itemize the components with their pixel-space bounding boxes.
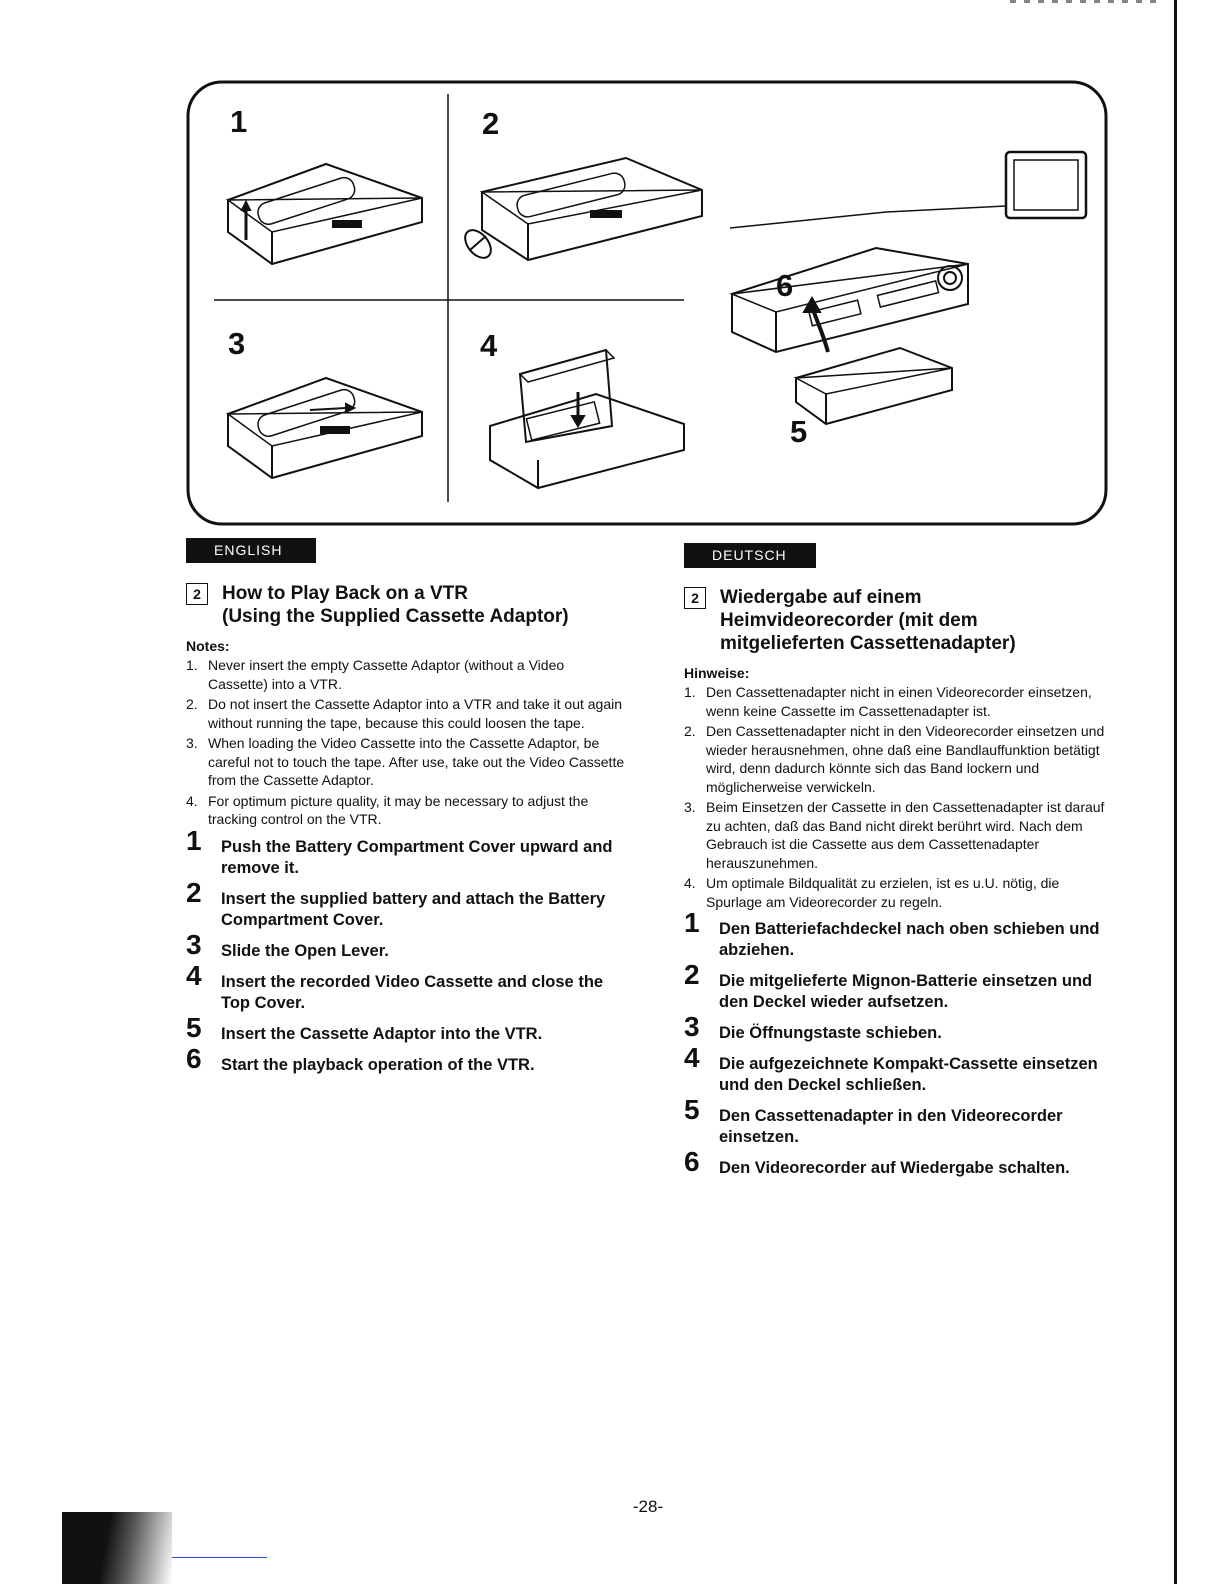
deutsch-step-4: 4 Die aufgezeichnete Kompakt-Cassette einsetzen und den Deckel schließen. [684,1042,1098,1094]
page-number: -28- [632,1497,664,1516]
deutsch-step-2: 2 Die mitgelieferte Mignon-Batterie einsetzen und den Deckel wieder aufsetzen. [684,959,1093,1011]
deutsch-step-6: 6 Den Videorecorder auf Wiedergabe schalten. [684,1146,1070,1177]
scan-artifact-line [172,1557,267,1558]
english-note-2: 2. Do not insert the Cassette Adaptor into a VTR and take it out again without running the tape, because this could loosen the tape. [186,696,623,731]
figure-step-3: 3 [228,326,246,361]
english-steps [186,824,626,1076]
english-step-3: 3 Slide the Open Lever. [186,928,389,960]
english-column [186,582,626,1086]
deutsch-step-3: 3 Die Öffnungstaste schieben. [684,1011,942,1042]
scan-artifact [62,1512,172,1584]
deutsch-steps [684,907,1114,1179]
english-title-line-2: (Using the Supplied Cassette Adaptor) [222,606,569,627]
deutsch-step-1: 1 Den Batteriefachdeckel nach oben schieben und abziehen. [684,907,1100,959]
scan-marks [1010,0,1160,3]
english-step-4: 4 Insert the recorded Video Cassette and close the Top Cover. [186,959,604,1012]
vtr-and-tv-drawing [730,152,1086,424]
figure-step-6: 6 [776,268,794,303]
english-title-line-1: How to Play Back on a VTR [222,583,468,604]
deutsch-language-tab: DEUTSCH [684,543,816,568]
english-note-4: 4. For optimum picture quality, it may be necessary to adjust the tracking control on the VTR. [186,792,589,827]
tv-screen [1006,152,1086,218]
deutsch-column [684,586,1114,1189]
figure-step-5: 5 [790,414,808,449]
deutsch-note-2: 2. Den Cassettenadapter nicht in den Videorecorder einsetzen und wieder herausnehmen, ohne daß eine Bandlauffunktion betätigt wird, denn dadurch könnte sich das Band lockern und möglicherweise verwickeln. [684,723,1105,795]
deutsch-title-line-3: mitgelieferten Cassettenadapter) [720,633,1016,654]
english-notes-heading: Notes: [186,638,230,654]
english-step-1: 1 Push the Battery Compartment Cover upward and remove it. [186,824,613,877]
deutsch-step-5: 5 Den Cassettenadapter in den Videorecorder einsetzen. [684,1094,1063,1146]
english-section-title [186,582,626,628]
deutsch-notes-list [684,683,1114,911]
deutsch-note-1: 1. Den Cassettenadapter nicht in einen Videorecorder einsetzen, wenn keine Cassette im Cassettenadapter ist. [684,684,1092,719]
english-section-number: 2 [186,583,208,605]
figure-step-2: 2 [482,106,500,141]
english-language-tab: ENGLISH [186,538,316,563]
english-notes-list [186,656,626,829]
cassette-adaptor-drawing-4 [490,350,684,488]
english-note-1: 1. Never insert the empty Cassette Adaptor (without a Video Cassette) into a VTR. [186,657,565,692]
cassette-adaptor-drawing-3 [228,378,422,478]
english-step-6: 6 Start the playback operation of the VTR. [186,1042,535,1074]
english-note-3: 3. When loading the Video Cassette into the Cassette Adaptor, be careful not to touch the tape. After use, take out the Video Cassette from the Cassette Adaptor. [186,735,625,788]
deutsch-section-title [684,586,1114,655]
deutsch-note-4: 4. Um optimale Bildqualität zu erzielen, ist es u.U. nötig, die Spurlage am Videorecorder zu regeln. [684,875,1060,910]
deutsch-title-line-2: Heimvideorecorder (mit dem [720,610,978,631]
english-step-5: 5 Insert the Cassette Adaptor into the VTR. [186,1011,543,1043]
deutsch-notes-heading: Hinweise: [684,665,750,681]
figure-step-1: 1 [230,104,248,139]
procedure-illustration [186,80,1108,526]
page-edge-rule [1174,0,1177,1584]
cassette-adaptor-drawing-2 [460,158,702,263]
cassette-adaptor-drawing-1 [228,164,422,264]
deutsch-section-number: 2 [684,587,706,609]
figure-step-4: 4 [480,328,498,363]
deutsch-note-3: 3. Beim Einsetzen der Cassette in den Cassettenadapter ist darauf zu achten, daß das Band nicht direkt berührt wird. Nach dem Gebrauch ist die Cassette aus dem Cassettenadapter herauszunehmen. [684,799,1105,871]
english-step-2: 2 Insert the supplied battery and attach the Battery Compartment Cover. [186,876,606,929]
deutsch-title-line-1: Wiedergabe auf einem [720,587,922,608]
